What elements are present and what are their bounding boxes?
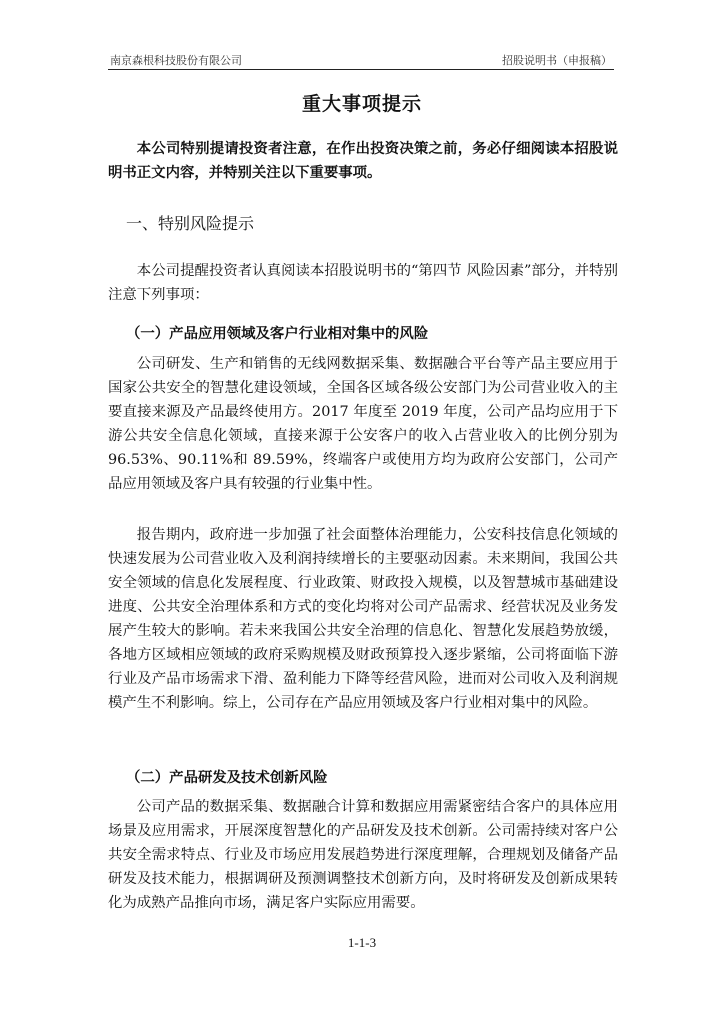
risk-heading-rd: （二）产品研发及技术创新风险: [126, 770, 328, 786]
risk2-paragraph-1: 公司产品的数据采集、数据融合计算和数据应用需紧密结合客户的具体应用场景及应用需求，开展深度智慧化的产品研发及技术创新。公司需持续对客户公共安全需求特点、行业及市场应用发展趋势进行深度理解，合理规划及储备产品研发及技术能力，根据调研及预测调整技术创新方向，及时将研发及创新成果转化为成熟产品推向市场，满足客户实际应用需要。: [108, 799, 618, 911]
section-heading-special-risks: 一、特别风险提示: [126, 214, 255, 233]
section-lead-paragraph: 本公司提醒投资者认真阅读本招股说明书的“第四节 风险因素”部分，并特别注意下列事项：: [108, 263, 618, 303]
risk1-paragraph-1: 公司研发、生产和销售的无线网数据采集、数据融合平台等产品主要应用于国家公共安全的智慧化建设领域，全国各区域各级公安部门为公司营业收入的主要直接来源及产品最终使用方。2017 年度至 2019 年度，公司产品均应用于下游公共安全信息化领域，直接来源于公安客户的收入占营业收入的比例分别为96.53%、90.11%和 89.59%，终端客户或使用方均为政府公安部门，公司产品应用领域及客户具有较强的行业集中性。: [108, 356, 618, 492]
header-company-name: 南京森根科技股份有限公司: [110, 54, 242, 67]
page-header: [108, 51, 614, 70]
page-number: 1-1-3: [347, 935, 377, 950]
intro-notice: 本公司特别提请投资者注意，在作出投资决策之前，务必仔细阅读本招股说明书正文内容，并特别关注以下重要事项。: [108, 141, 618, 181]
risk-heading-concentration: （一）产品应用领域及客户行业相对集中的风险: [126, 326, 429, 342]
header-document-type: 招股说明书（申报稿）: [502, 54, 612, 67]
page-title: 重大事项提示: [301, 93, 422, 115]
risk1-paragraph-2: 报告期内，政府进一步加强了社会面整体治理能力，公安科技信息化领域的快速发展为公司营业收入及利润持续增长的主要驱动因素。未来期间，我国公共安全领域的信息化发展程度、行业政策、财政投入规模，以及智慧城市基础建设进度、公共安全治理体系和方式的变化均将对公司产品需求、经营状况及业务发展产生较大的影响。若未来我国公共安全治理的信息化、智慧化发展趋势放缓，各地方区域相应领域的政府采购规模及财政预算投入逐步紧缩，公司将面临下游行业及产品市场需求下滑、盈利能力下降等经营风险，进而对公司收入及利润规模产生不利影响。综上，公司存在产品应用领域及客户行业相对集中的风险。: [108, 527, 618, 711]
